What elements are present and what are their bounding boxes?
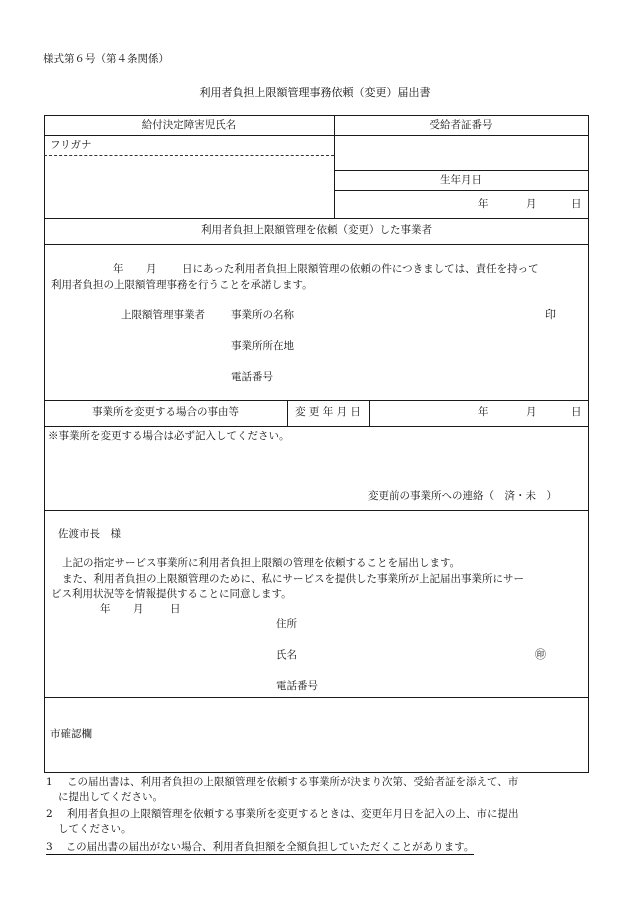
change-reason-label: 事業所を変更する場合の事由等 [92, 406, 239, 418]
provider-section-heading: 利用者負担上限額管理を依頼（変更）した事業者 [201, 224, 432, 236]
furigana-label: フリガナ [50, 139, 92, 151]
birth-day-unit: 日 [571, 198, 582, 210]
seal-mark: 印 [545, 308, 556, 321]
consent-month-unit: 月 [146, 263, 157, 275]
footnote-3-line1: この届出書の届出がない場合、利用者負担額を全額負担していただくことがあります。 [65, 841, 475, 853]
consent-text-line2: 利用者負担の上限額管理事務を行うことを承諾します。 [51, 279, 313, 291]
applicant-phone-label: 電話番号 [276, 680, 318, 692]
child-name-field[interactable] [50, 158, 328, 214]
change-month-unit: 月 [526, 406, 537, 418]
addressee: 佐渡市長 様 [58, 528, 121, 540]
notice-paragraph2-line1: また、利用者負担の上限額管理のために、私にサービスを提供した事業所が上記届出事業所にサー [62, 573, 524, 585]
consent-text-line1: 日にあった利用者負担上限額管理の依頼の件につきましては、責任を持って [182, 263, 539, 275]
city-confirmation-label: 市確認欄 [50, 728, 92, 740]
change-day-unit: 日 [571, 406, 582, 418]
applicant-address-label: 住所 [276, 618, 297, 630]
applicant-seal-mark: ㊞ [535, 648, 546, 661]
notice-month-unit: 月 [133, 603, 144, 615]
footnote-2-line1: 利用者負担の上限額管理を依頼する事業所を変更するときは、変更年月日を記入の上、市に提出 [67, 808, 519, 820]
footnote-3-number: 3 [46, 841, 53, 853]
birth-year-unit: 年 [478, 198, 489, 210]
page-title: 利用者負担上限額管理事務依頼（変更）届出書 [199, 86, 431, 99]
change-note: ※事業所を変更する場合は必ず記入してください。 [48, 430, 290, 442]
child-name-header: 給付決定障害児氏名 [141, 119, 237, 131]
notice-paragraph1: 上記の指定サービス事業所に利用者負担上限額の管理を依頼することを届出します。 [62, 557, 461, 569]
footnote-2-number: 2 [46, 808, 53, 820]
birthdate-header: 生年月日 [440, 174, 482, 186]
contact-status: 変更前の事業所への連絡（ 済・未 ） [368, 490, 557, 502]
applicant-name-label: 氏名 [276, 649, 297, 661]
footnote-1-number: 1 [46, 776, 53, 788]
recipient-cert-field[interactable] [338, 138, 584, 166]
birth-month-unit: 月 [526, 198, 537, 210]
footnote-1-line1: この届出書は、利用者負担の上限額管理を依頼する事業所が決まり次第、受給者証を添えて、市 [67, 776, 519, 788]
change-year-unit: 年 [478, 406, 489, 418]
office-address-label: 事業所所在地 [231, 340, 294, 352]
office-name-label: 事業所の名称 [231, 309, 294, 321]
change-reason-field[interactable] [48, 446, 584, 482]
change-date-label: 変 更 年 月 日 [295, 406, 361, 418]
consent-year-unit: 年 [113, 263, 124, 275]
notice-year-unit: 年 [100, 603, 111, 615]
notice-paragraph2-line2: ビス利用状況等を情報提供することに同意します。 [51, 588, 292, 600]
form-number: 様式第６号（第４条関係） [43, 53, 169, 65]
notice-day-unit: 日 [170, 603, 181, 615]
footnote-3 [46, 841, 474, 855]
manager-label: 上限額管理事業者 [121, 309, 205, 321]
office-phone-label: 電話番号 [231, 371, 273, 383]
footnote-2-line2: してください。 [58, 823, 132, 835]
footnote-1-line2: に提出してください。 [58, 791, 163, 803]
recipient-cert-header: 受給者証番号 [429, 119, 493, 131]
